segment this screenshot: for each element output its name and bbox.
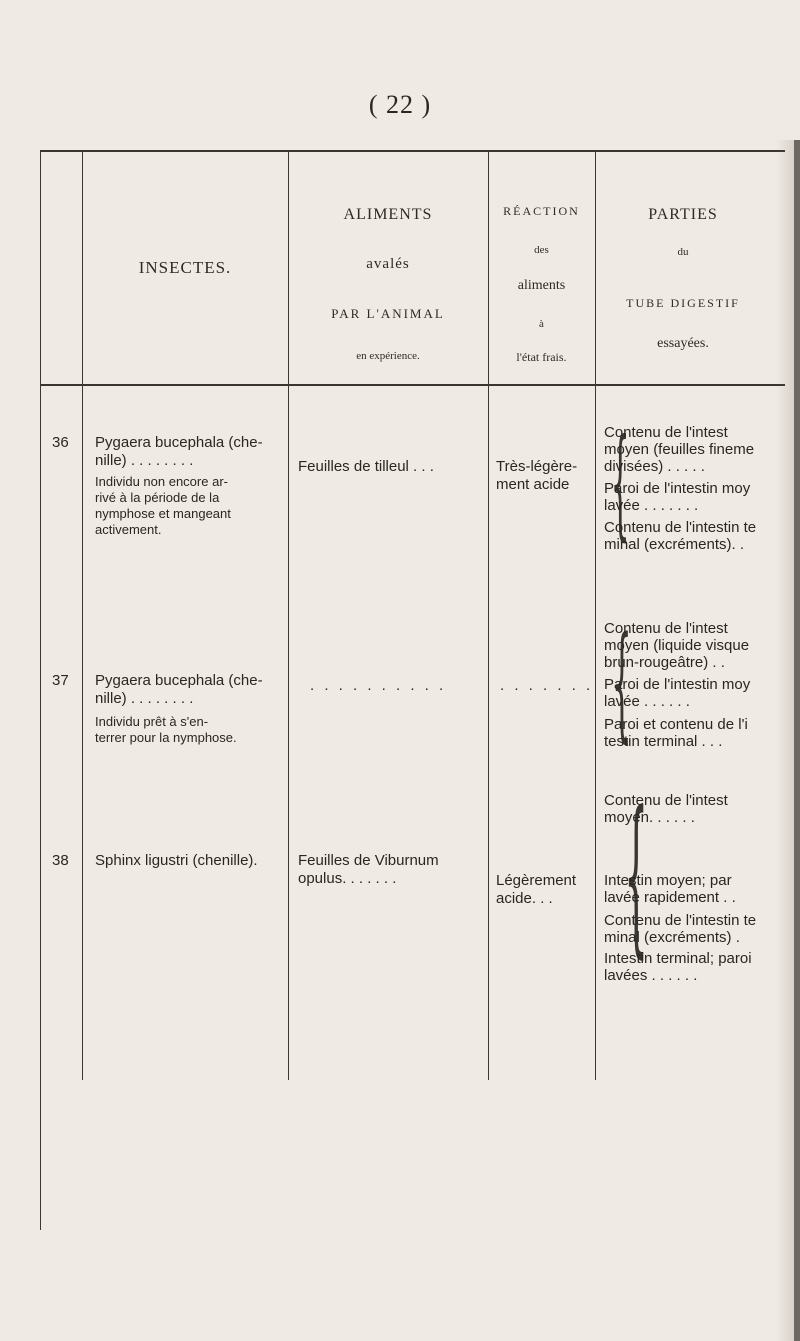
header-insectes: INSECTES. bbox=[138, 258, 232, 277]
row-37-part-1: Contenu de l'intest bbox=[604, 620, 728, 637]
page-edge bbox=[794, 140, 800, 1341]
row-37-insect-line1: Pygaera bucephala (che- bbox=[95, 672, 263, 689]
row-36-number: 36 bbox=[52, 434, 69, 451]
page-number: ( 22 ) bbox=[368, 90, 432, 119]
header-bottom-rule bbox=[40, 384, 785, 386]
row-37-note-line2: terrer pour la nymphose. bbox=[95, 730, 237, 745]
row-36-insect-line2: nille) . . . . . . . . bbox=[95, 452, 194, 469]
row-37-part-2: moyen (liquide visque bbox=[604, 637, 750, 654]
row-36-brace: { bbox=[610, 414, 630, 553]
row-38-brace: { bbox=[624, 776, 648, 974]
row-38-part-2: moyen. . . . . . bbox=[604, 809, 695, 826]
row-36-note-line2: rivé à la période de la bbox=[95, 490, 220, 505]
header-aliments-4: en expérience. bbox=[356, 350, 420, 362]
header-parties-2: du bbox=[677, 246, 689, 258]
table-top-rule bbox=[40, 150, 785, 152]
row-36-part-5: lavée . . . . . . . bbox=[604, 497, 699, 514]
row-36-reaction-line1: Très-légère- bbox=[496, 458, 578, 475]
row-38-number: 38 bbox=[52, 852, 69, 869]
header-reaction-3: aliments bbox=[517, 278, 566, 293]
header-reaction-2: des bbox=[534, 244, 549, 256]
row-38-insect: Sphinx ligustri (chenille). bbox=[95, 852, 258, 869]
row-38-part-7: Intestin terminal; paroi bbox=[604, 950, 752, 967]
row-37-insect-line2: nille) . . . . . . . . bbox=[95, 690, 194, 707]
row-37-part-4: Paroi de l'intestin moy bbox=[604, 676, 751, 693]
row-37-part-3: brun-rougeâtre) . . bbox=[604, 654, 725, 671]
col-rule-1 bbox=[82, 150, 83, 1080]
row-37-food: . . . . . . . . . . bbox=[310, 677, 447, 694]
header-parties-1: PARTIES bbox=[648, 206, 718, 223]
row-36-part-3: divisées) . . . . . bbox=[604, 458, 705, 475]
row-38-reaction-line2: acide. . . bbox=[496, 890, 553, 907]
row-37-note-line1: Individu prêt à s'en- bbox=[95, 714, 209, 729]
row-38-food-line2: opulus. . . . . . . bbox=[298, 870, 397, 887]
row-36-food: Feuilles de tilleul . . . bbox=[298, 458, 434, 475]
row-37-part-5: lavée . . . . . . bbox=[604, 693, 690, 710]
row-36-part-4: Paroi de l'intestin moy bbox=[604, 480, 751, 497]
row-36-insect-line1: Pygaera bucephala (che- bbox=[95, 434, 263, 451]
row-38-reaction-line1: Légèrement bbox=[496, 872, 577, 889]
row-38-food-line1: Feuilles de Viburnum bbox=[298, 852, 439, 869]
header-aliments-1: ALIMENTS bbox=[343, 206, 433, 223]
header-parties-4: essayées. bbox=[657, 336, 709, 351]
row-38-part-8: lavées . . . . . . bbox=[604, 967, 698, 984]
table-left-rule bbox=[40, 150, 41, 1230]
header-aliments-2: avalés bbox=[366, 256, 410, 272]
row-36-note-line1: Individu non encore ar- bbox=[95, 474, 228, 489]
row-37-number: 37 bbox=[52, 672, 69, 689]
row-38-part-4: lavée rapidement . . bbox=[604, 889, 736, 906]
row-37-part-6: Paroi et contenu de l'i bbox=[604, 716, 748, 733]
row-37-part-7: testin terminal . . . bbox=[604, 733, 723, 750]
col-rule-2 bbox=[288, 150, 289, 1080]
row-36-part-6: Contenu de l'intestin te bbox=[604, 519, 757, 536]
header-reaction-5: l'état frais. bbox=[516, 350, 567, 364]
row-36-reaction-line2: ment acide bbox=[496, 476, 570, 493]
row-38-part-6: minal (excréments) . bbox=[604, 929, 740, 946]
row-38-part-3: Intestin moyen; par bbox=[604, 872, 732, 889]
row-37-brace: { bbox=[611, 610, 632, 755]
header-parties-3: TUBE DIGESTIF bbox=[626, 296, 740, 310]
header-aliments-3: PAR L'ANIMAL bbox=[331, 306, 445, 321]
header-reaction-1: RÉACTION bbox=[503, 204, 580, 218]
header-reaction-4: à bbox=[539, 318, 544, 330]
row-36-note-line4: activement. bbox=[95, 522, 162, 537]
row-38-part-1: Contenu de l'intest bbox=[604, 792, 728, 809]
row-36-part-7: minal (excréments). . bbox=[604, 536, 745, 553]
row-36-part-2: moyen (feuilles fineme bbox=[604, 441, 755, 458]
col-rule-4 bbox=[595, 150, 596, 1080]
row-36-part-1: Contenu de l'intest bbox=[604, 424, 728, 441]
row-36-note-line3: nymphose et mangeant bbox=[95, 506, 231, 521]
row-38-part-5: Contenu de l'intestin te bbox=[604, 912, 757, 929]
row-37-reaction: . . . . . . . bbox=[500, 677, 594, 694]
